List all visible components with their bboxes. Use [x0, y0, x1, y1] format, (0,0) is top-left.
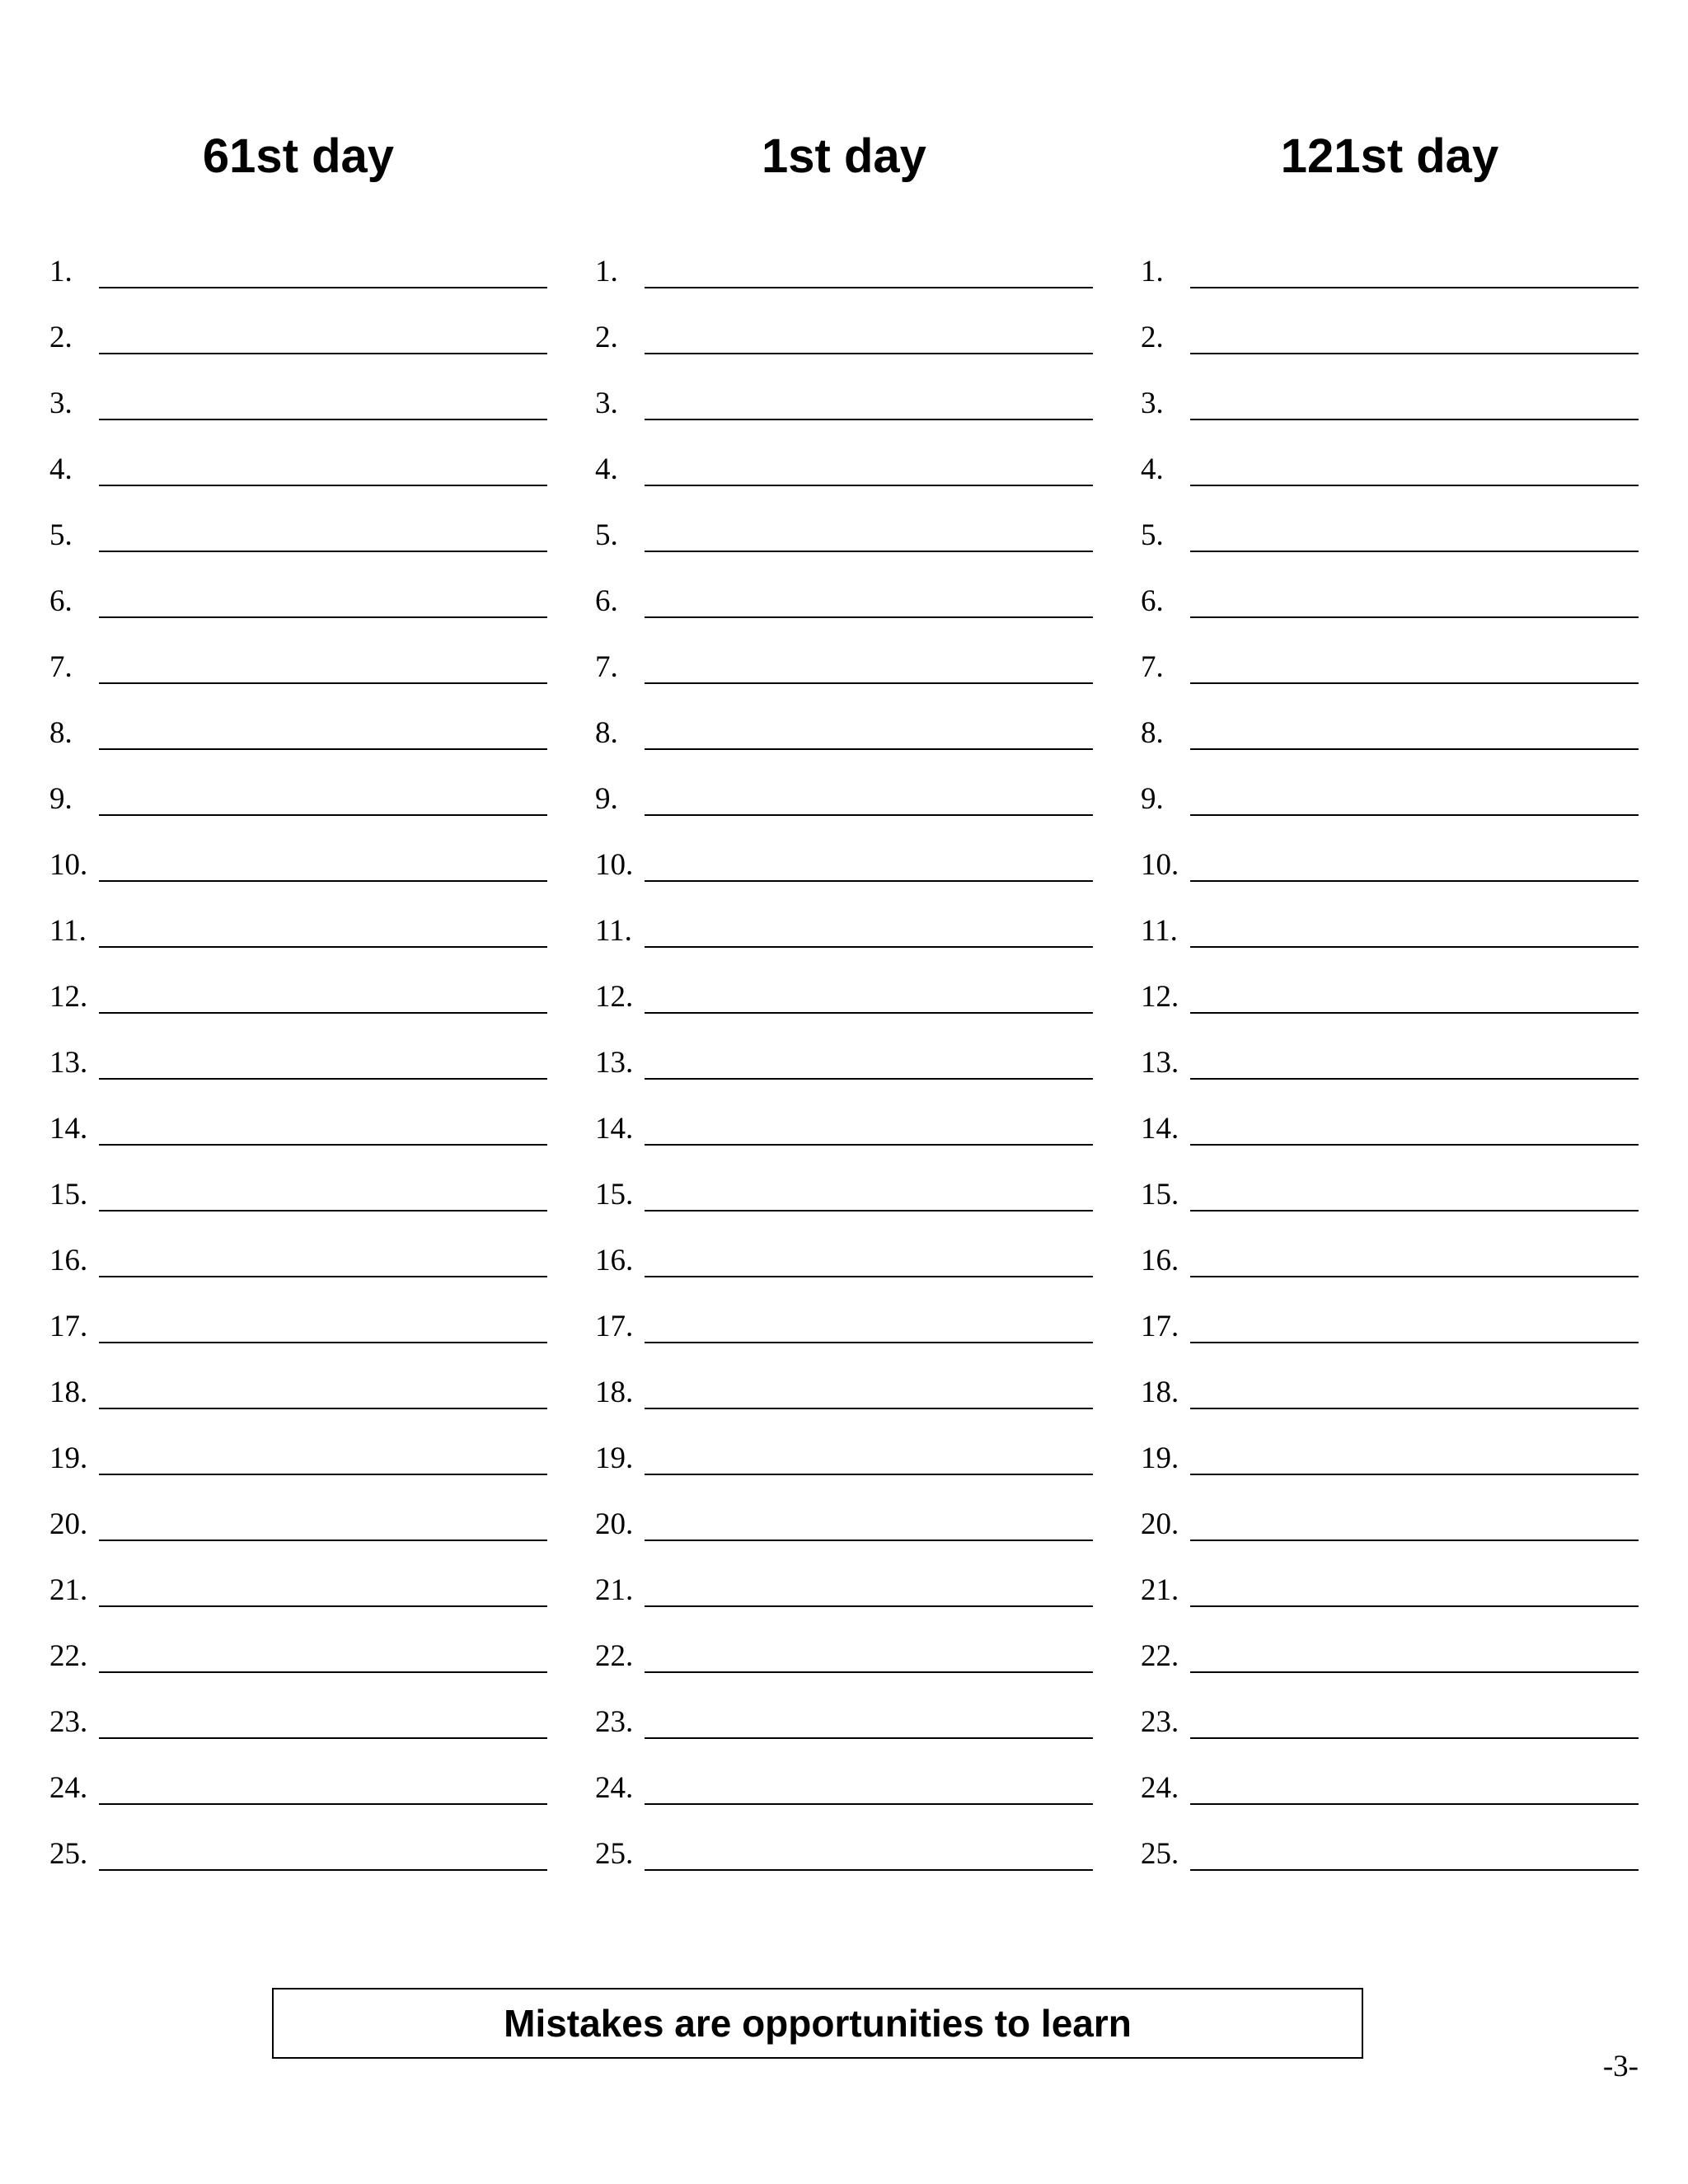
answer-blank-line[interactable]	[99, 1671, 547, 1673]
answer-line-row	[1141, 1240, 1639, 1306]
answer-blank-line[interactable]	[645, 1210, 1093, 1212]
answer-blank-line[interactable]	[1190, 1605, 1639, 1607]
answer-blank-line[interactable]	[99, 1342, 547, 1343]
line-number: 20.	[595, 1507, 634, 1541]
answer-blank-line[interactable]	[1190, 1540, 1639, 1541]
answer-line-row	[595, 581, 1093, 647]
answer-line-row	[595, 317, 1093, 383]
answer-blank-line[interactable]	[645, 551, 1093, 552]
line-number: 17.	[1141, 1310, 1179, 1343]
answer-blank-line[interactable]	[1190, 353, 1639, 354]
answer-blank-line[interactable]	[99, 419, 547, 420]
line-number: 3.	[595, 387, 618, 420]
answer-line-row	[49, 647, 547, 713]
answer-line-row	[595, 1240, 1093, 1306]
line-number: 17.	[49, 1310, 88, 1343]
answer-blank-line[interactable]	[645, 880, 1093, 882]
answer-line-row	[49, 1834, 547, 1900]
answer-blank-line[interactable]	[645, 1342, 1093, 1343]
line-number: 4.	[49, 452, 73, 486]
line-number: 25.	[595, 1837, 634, 1871]
answer-line-row	[49, 1043, 547, 1108]
answer-blank-line[interactable]	[645, 1408, 1093, 1409]
answer-blank-line[interactable]	[645, 1276, 1093, 1277]
line-number: 21.	[1141, 1573, 1179, 1607]
answer-line-row	[595, 845, 1093, 911]
answer-line-row	[1141, 977, 1639, 1043]
answer-line-list	[595, 251, 1093, 1900]
line-number: 23.	[49, 1705, 88, 1739]
answer-line-row	[1141, 1174, 1639, 1240]
column-heading: 1st day	[762, 129, 926, 183]
answer-blank-line[interactable]	[1190, 880, 1639, 882]
answer-line-row	[595, 1108, 1093, 1174]
answer-line-row	[595, 449, 1093, 515]
answer-line-row	[1141, 1834, 1639, 1900]
answer-line-row	[595, 1504, 1093, 1570]
line-number: 2.	[595, 321, 618, 354]
answer-line-row	[595, 1438, 1093, 1504]
line-number: 13.	[1141, 1046, 1179, 1080]
answer-line-row	[49, 1504, 547, 1570]
column-heading: 121st day	[1280, 129, 1499, 183]
line-number: 23.	[595, 1705, 634, 1739]
line-number: 18.	[595, 1376, 634, 1409]
answer-line-row	[49, 977, 547, 1043]
answer-line-row	[49, 581, 547, 647]
answer-blank-line[interactable]	[1190, 551, 1639, 552]
line-number: 19.	[595, 1441, 634, 1475]
answer-line-row	[595, 779, 1093, 845]
answer-blank-line[interactable]	[1190, 1342, 1639, 1343]
answer-line-row	[1141, 1702, 1639, 1768]
column-heading: 61st day	[202, 129, 395, 183]
line-number: 7.	[49, 650, 73, 684]
answer-line-row	[595, 1570, 1093, 1636]
line-number: 10.	[595, 848, 634, 882]
line-number: 13.	[595, 1046, 634, 1080]
answer-line-row	[1141, 1043, 1639, 1108]
line-number: 15.	[1141, 1178, 1179, 1212]
answer-blank-line[interactable]	[1190, 1078, 1639, 1080]
line-number: 20.	[1141, 1507, 1179, 1541]
answer-blank-line[interactable]	[645, 287, 1093, 288]
answer-blank-line[interactable]	[645, 946, 1093, 948]
answer-blank-line[interactable]	[99, 1012, 547, 1014]
answer-blank-line[interactable]	[99, 1605, 547, 1607]
answer-line-row	[1141, 251, 1639, 317]
answer-line-row	[1141, 779, 1639, 845]
answer-blank-line[interactable]	[645, 1869, 1093, 1871]
answer-line-row	[49, 1702, 547, 1768]
line-number: 11.	[1141, 914, 1178, 948]
answer-blank-line[interactable]	[1190, 946, 1639, 948]
line-number: 1.	[595, 255, 618, 288]
answer-blank-line[interactable]	[1190, 485, 1639, 486]
answer-line-row	[1141, 581, 1639, 647]
answer-blank-line[interactable]	[99, 1078, 547, 1080]
line-number: 24.	[49, 1771, 88, 1805]
answer-blank-line[interactable]	[1190, 1210, 1639, 1212]
line-number: 14.	[49, 1112, 88, 1146]
answer-line-row	[595, 1834, 1093, 1900]
answer-line-row	[595, 647, 1093, 713]
answer-blank-line[interactable]	[1190, 1474, 1639, 1475]
answer-blank-line[interactable]	[645, 748, 1093, 750]
answer-line-row	[49, 317, 547, 383]
answer-line-row	[49, 1768, 547, 1834]
line-number: 15.	[49, 1178, 88, 1212]
answer-blank-line[interactable]	[645, 1540, 1093, 1541]
line-number: 6.	[595, 584, 618, 618]
line-number: 1.	[1141, 255, 1164, 288]
line-number: 5.	[49, 518, 73, 552]
line-number: 20.	[49, 1507, 88, 1541]
answer-blank-line[interactable]	[645, 1474, 1093, 1475]
answer-line-row	[595, 515, 1093, 581]
answer-blank-line[interactable]	[99, 1408, 547, 1409]
line-number: 1.	[49, 255, 73, 288]
line-number: 15.	[595, 1178, 634, 1212]
line-number: 6.	[1141, 584, 1164, 618]
answer-line-row	[595, 1636, 1093, 1702]
answer-line-row	[595, 251, 1093, 317]
answer-line-row	[595, 1306, 1093, 1372]
motto-box	[272, 1988, 1363, 2059]
answer-blank-line[interactable]	[1190, 287, 1639, 288]
answer-blank-line[interactable]	[99, 946, 547, 948]
answer-line-row	[1141, 1768, 1639, 1834]
answer-line-row	[49, 251, 547, 317]
answer-line-row	[1141, 1570, 1639, 1636]
answer-line-row	[1141, 1372, 1639, 1438]
answer-line-row	[1141, 1108, 1639, 1174]
answer-line-row	[49, 911, 547, 977]
answer-blank-line[interactable]	[99, 1869, 547, 1871]
line-number: 5.	[1141, 518, 1164, 552]
line-number: 19.	[1141, 1441, 1179, 1475]
answer-line-row	[1141, 515, 1639, 581]
answer-line-row	[595, 911, 1093, 977]
answer-line-row	[595, 1043, 1093, 1108]
answer-line-row	[49, 1174, 547, 1240]
answer-blank-line[interactable]	[645, 1803, 1093, 1805]
line-number: 23.	[1141, 1705, 1179, 1739]
answer-blank-line[interactable]	[1190, 1012, 1639, 1014]
line-number: 18.	[1141, 1376, 1179, 1409]
answer-blank-line[interactable]	[99, 485, 547, 486]
answer-line-row	[49, 1306, 547, 1372]
answer-blank-line[interactable]	[99, 1210, 547, 1212]
line-number: 25.	[1141, 1837, 1179, 1871]
answer-line-row	[49, 713, 547, 779]
answer-blank-line[interactable]	[99, 1474, 547, 1475]
line-number: 9.	[595, 782, 618, 816]
answer-line-row	[49, 845, 547, 911]
answer-blank-line[interactable]	[99, 1737, 547, 1739]
answer-blank-line[interactable]	[99, 1540, 547, 1541]
answer-line-row	[595, 1372, 1093, 1438]
line-number: 14.	[595, 1112, 634, 1146]
answer-blank-line[interactable]	[99, 1276, 547, 1277]
answer-line-row	[595, 977, 1093, 1043]
answer-blank-line[interactable]	[1190, 1144, 1639, 1146]
answer-line-row	[49, 1240, 547, 1306]
line-number: 12.	[1141, 980, 1179, 1014]
line-number: 7.	[595, 650, 618, 684]
line-number: 3.	[1141, 387, 1164, 420]
answer-blank-line[interactable]	[1190, 1276, 1639, 1277]
line-number: 2.	[49, 321, 73, 354]
answer-line-row	[595, 713, 1093, 779]
answer-blank-line[interactable]	[645, 485, 1093, 486]
answer-line-row	[595, 383, 1093, 449]
line-number: 8.	[1141, 716, 1164, 750]
answer-blank-line[interactable]	[1190, 748, 1639, 750]
answer-blank-line[interactable]	[99, 1803, 547, 1805]
answer-blank-line[interactable]	[1190, 419, 1639, 420]
answer-blank-line[interactable]	[99, 551, 547, 552]
answer-line-row	[1141, 317, 1639, 383]
line-number: 14.	[1141, 1112, 1179, 1146]
answer-line-row	[595, 1702, 1093, 1768]
answer-line-row	[49, 1372, 547, 1438]
answer-blank-line[interactable]	[645, 1144, 1093, 1146]
line-number: 16.	[49, 1244, 88, 1277]
answer-line-row	[1141, 383, 1639, 449]
answer-blank-line[interactable]	[645, 616, 1093, 618]
page-number: -3-	[1602, 2050, 1639, 2083]
answer-line-row	[49, 383, 547, 449]
answer-line-row	[1141, 713, 1639, 779]
answer-blank-line[interactable]	[1190, 1408, 1639, 1409]
answer-line-row	[595, 1174, 1093, 1240]
answer-blank-line[interactable]	[99, 1144, 547, 1146]
answer-blank-line[interactable]	[645, 419, 1093, 420]
answer-line-row	[1141, 911, 1639, 977]
line-number: 11.	[49, 914, 87, 948]
answer-line-row	[49, 1438, 547, 1504]
answer-line-list	[1141, 251, 1639, 1900]
line-number: 10.	[1141, 848, 1179, 882]
answer-blank-line[interactable]	[1190, 616, 1639, 618]
answer-blank-line[interactable]	[645, 1671, 1093, 1673]
line-number: 8.	[49, 716, 73, 750]
line-number: 11.	[595, 914, 632, 948]
line-number: 7.	[1141, 650, 1164, 684]
line-number: 17.	[595, 1310, 634, 1343]
line-number: 22.	[595, 1639, 634, 1673]
answer-line-row	[49, 1570, 547, 1636]
answer-line-row	[49, 1108, 547, 1174]
line-number: 13.	[49, 1046, 88, 1080]
line-number: 19.	[49, 1441, 88, 1475]
answer-line-row	[49, 779, 547, 845]
answer-blank-line[interactable]	[645, 1012, 1093, 1014]
answer-blank-line[interactable]	[645, 1078, 1093, 1080]
line-number: 6.	[49, 584, 73, 618]
line-number: 22.	[49, 1639, 88, 1673]
line-number: 3.	[49, 387, 73, 420]
line-number: 16.	[1141, 1244, 1179, 1277]
line-number: 24.	[1141, 1771, 1179, 1805]
answer-blank-line[interactable]	[645, 814, 1093, 816]
answer-line-row	[1141, 449, 1639, 515]
line-number: 21.	[49, 1573, 88, 1607]
answer-blank-line[interactable]	[1190, 1737, 1639, 1739]
line-number: 16.	[595, 1244, 634, 1277]
answer-line-row	[1141, 1438, 1639, 1504]
answer-blank-line[interactable]	[99, 353, 547, 354]
line-number: 24.	[595, 1771, 634, 1805]
answer-line-row	[49, 515, 547, 581]
answer-blank-line[interactable]	[645, 1605, 1093, 1607]
answer-blank-line[interactable]	[99, 880, 547, 882]
answer-blank-line[interactable]	[99, 682, 547, 684]
answer-line-row	[595, 1768, 1093, 1834]
answer-line-row	[1141, 1636, 1639, 1702]
answer-line-row	[49, 449, 547, 515]
line-number: 8.	[595, 716, 618, 750]
line-number: 10.	[49, 848, 88, 882]
answer-blank-line[interactable]	[99, 748, 547, 750]
answer-blank-line[interactable]	[645, 682, 1093, 684]
line-number: 25.	[49, 1837, 88, 1871]
answer-line-row	[49, 1636, 547, 1702]
answer-blank-line[interactable]	[1190, 814, 1639, 816]
line-number: 4.	[595, 452, 618, 486]
answer-blank-line[interactable]	[1190, 682, 1639, 684]
answer-blank-line[interactable]	[99, 814, 547, 816]
answer-line-row	[1141, 647, 1639, 713]
answer-blank-line[interactable]	[99, 287, 547, 288]
line-number: 9.	[1141, 782, 1164, 816]
motto-text: Mistakes are opportunities to learn	[504, 2002, 1132, 2045]
line-number: 9.	[49, 782, 73, 816]
answer-blank-line[interactable]	[1190, 1869, 1639, 1871]
line-number: 4.	[1141, 452, 1164, 486]
line-number: 5.	[595, 518, 618, 552]
answer-blank-line[interactable]	[645, 1737, 1093, 1739]
line-number: 18.	[49, 1376, 88, 1409]
answer-line-row	[1141, 1504, 1639, 1570]
answer-line-row	[1141, 845, 1639, 911]
line-number: 12.	[49, 980, 88, 1014]
answer-line-row	[1141, 1306, 1639, 1372]
line-number: 22.	[1141, 1639, 1179, 1673]
answer-blank-line[interactable]	[1190, 1803, 1639, 1805]
line-number: 2.	[1141, 321, 1164, 354]
answer-blank-line[interactable]	[645, 353, 1093, 354]
answer-line-list	[49, 251, 547, 1900]
answer-blank-line[interactable]	[99, 616, 547, 618]
answer-blank-line[interactable]	[1190, 1671, 1639, 1673]
line-number: 21.	[595, 1573, 634, 1607]
line-number: 12.	[595, 980, 634, 1014]
